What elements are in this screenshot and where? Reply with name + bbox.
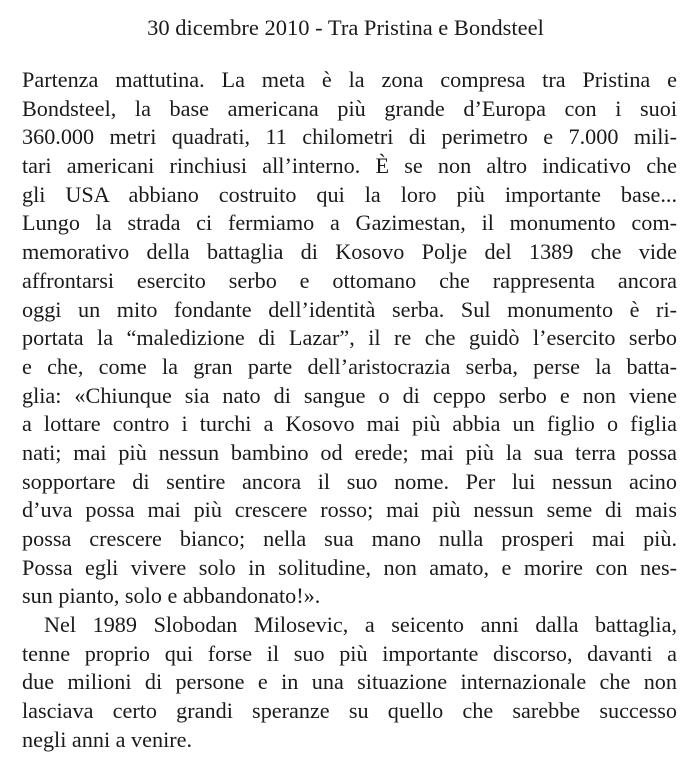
chapter-heading: 30 dicembre 2010 - Tra Pristina e Bondsteel <box>147 15 544 40</box>
text-line: Bondsteel, la base americana più grande d’Europa con i suoi <box>22 95 677 121</box>
paragraph-1 <box>22 66 677 611</box>
text-line: d’uva possa mai più crescere rosso; mai più nessun seme di mais <box>22 497 677 523</box>
text-line: possa crescere bianco; nella sua mano nulla prosperi mai più. <box>22 526 677 551</box>
text-line: gli USA abbiano costruito qui la loro più importante base... <box>22 181 677 207</box>
text-line: 360.000 metri quadrati, 11 chilometri di perimetro e 7.000 mili- <box>22 124 677 150</box>
text-line: due milioni di persone e in una situazione internazionale che non <box>22 669 677 695</box>
text-line: portata la “maledizione di Lazar”, il re che guidò l’esercito serbo <box>22 325 677 351</box>
text-line: negli anni a venire. <box>22 726 193 752</box>
text-line: tenne proprio qui forse il suo più importante discorso, davanti a <box>22 640 677 666</box>
text-line: oggi un mito fondante dell’identità serba. Sul monumento è ri- <box>22 296 677 322</box>
text-line: Lungo la strada ci fermiamo a Gazimestan, il monumento com- <box>22 210 677 236</box>
text-line: sun pianto, solo e abbandonato!». <box>22 583 321 609</box>
text-line: e che, come la gran parte dell’aristocrazia serba, perse la batta- <box>22 353 677 379</box>
text-line: tari americani rinchiusi all’interno. È se non altro indicativo che <box>22 153 677 179</box>
text-line: nati; mai più nessun bambino od erede; mai più la sua terra possa <box>22 439 677 465</box>
body-text <box>22 66 677 755</box>
text-line: Nel 1989 Slobodan Milosevic, a seicento anni dalla battaglia, <box>44 612 677 638</box>
text-line: affrontarsi esercito serbo e ottomano che rappresenta ancora <box>22 267 677 293</box>
text-line: a lottare contro i turchi a Kosovo mai più abbia un figlio o figlia <box>22 411 677 437</box>
text-line: Possa egli vivere solo in solitudine, non amato, e morire con nes- <box>22 554 677 580</box>
text-line: memorativo della battaglia di Kosovo Polje del 1389 che vide <box>22 239 677 265</box>
text-line: sopportare di sentire ancora il suo nome. Per lui nessun acino <box>22 468 677 494</box>
text-line: glia: «Chiunque sia nato di sangue o di ceppo serbo e non viene <box>22 382 677 408</box>
text-line: lasciava certo grandi speranze su quello che sarebbe successo <box>22 698 677 724</box>
text-line: Partenza mattutina. La meta è la zona compresa tra Pristina e <box>22 67 677 92</box>
paragraph-2 <box>22 611 677 754</box>
